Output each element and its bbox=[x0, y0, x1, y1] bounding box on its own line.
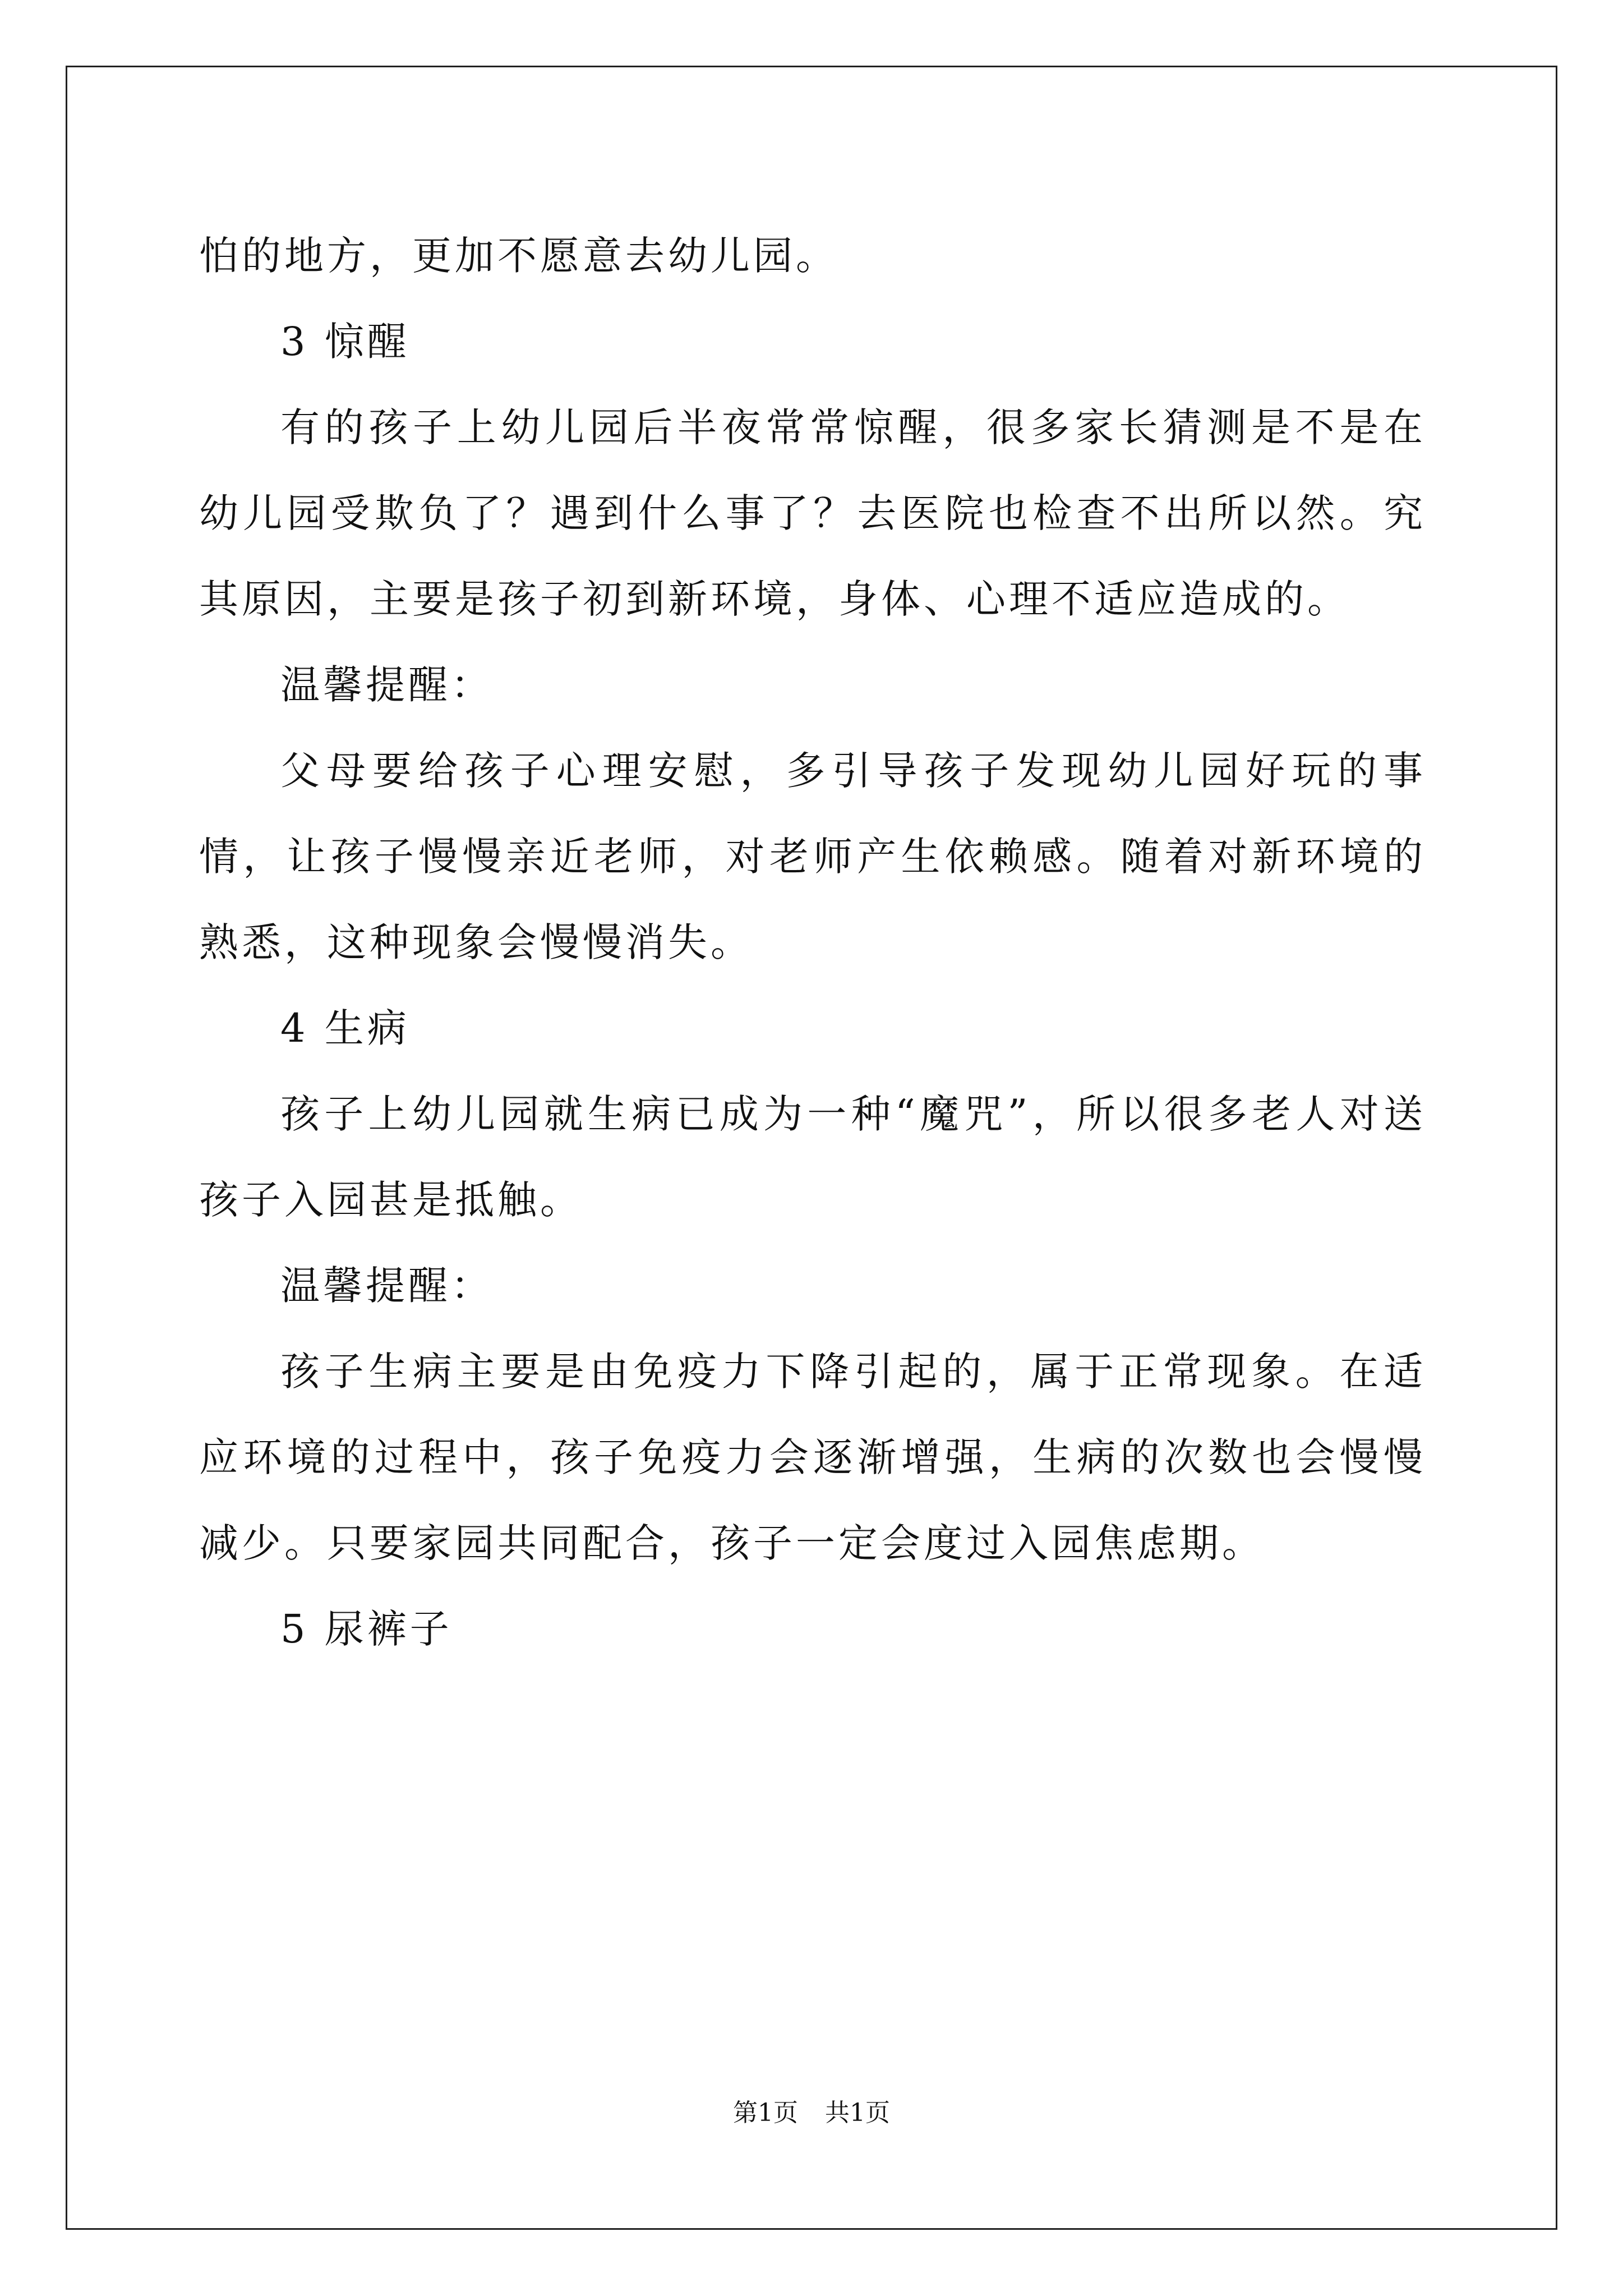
section-heading-5: 5 尿裤子 bbox=[280, 1606, 453, 1652]
paragraph-continuation: 怕的地方，更加不愿意去幼儿园。 bbox=[199, 233, 838, 279]
section-heading-4: 4 生病 bbox=[280, 1005, 410, 1051]
paragraph-body: 孩子上幼儿园就生病已成为一种“魔咒”，所以很多老人对送孩子入园甚是抵触。 bbox=[199, 1091, 1426, 1223]
page-number: 第1页 bbox=[733, 2099, 798, 2127]
paragraph-body: 孩子生病主要是由免疫力下降引起的，属于正常现象。在适应环境的过程中，孩子免疫力会逐渐增强，生病的次数也会慢慢减少。只要家园共同配合，孩子一定会度过入园焦虑期。 bbox=[199, 1349, 1426, 1566]
section-heading-3: 3 惊醒 bbox=[280, 319, 410, 365]
document-body bbox=[199, 213, 1426, 1672]
paragraph-body: 父母要给孩子心理安慰，多引导孩子发现幼儿园好玩的事情，让孩子慢慢亲近老师，对老师产生依赖感。随着对新环境的熟悉，这种现象会慢慢消失。 bbox=[199, 748, 1426, 965]
page-total: 共1页 bbox=[825, 2099, 890, 2127]
tip-heading: 温馨提醒： bbox=[280, 1263, 494, 1309]
tip-heading: 温馨提醒： bbox=[280, 662, 494, 708]
paragraph-body: 有的孩子上幼儿园后半夜常常惊醒，很多家长猜测是不是在幼儿园受欺负了？遇到什么事了？去医院也检查不出所以然。究其原因，主要是孩子初到新环境，身体、心理不适应造成的。 bbox=[199, 404, 1426, 622]
page-footer bbox=[0, 2096, 1623, 2130]
